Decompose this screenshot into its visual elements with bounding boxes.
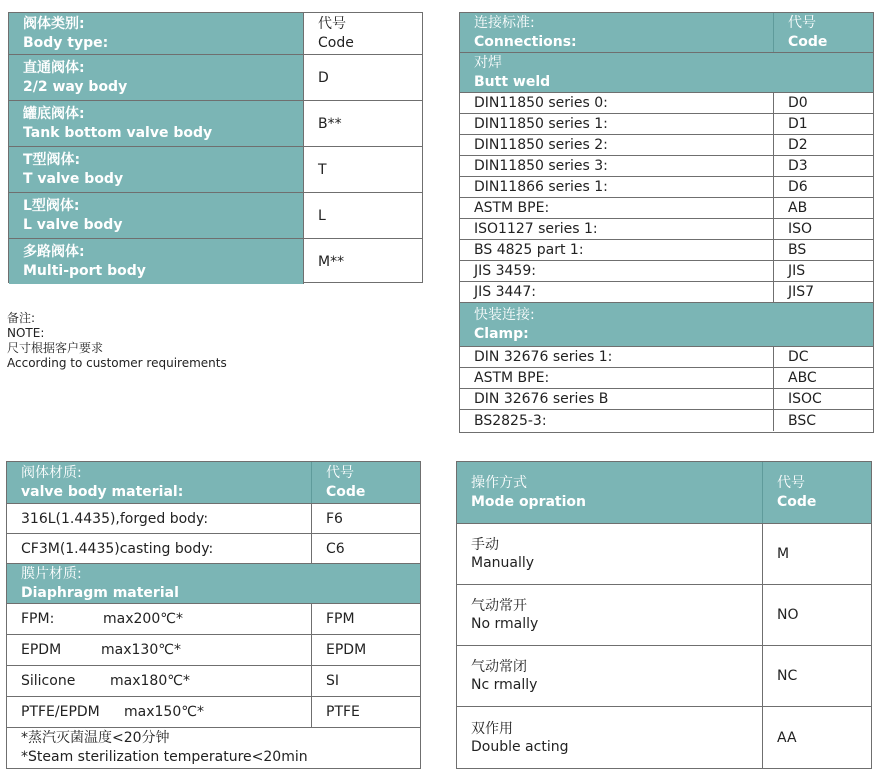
body-type-cn: 罐底阀体: — [23, 105, 85, 122]
connection-code: D1 — [788, 116, 808, 132]
diaphragm-code: PTFE — [326, 704, 360, 720]
operation-cell — [457, 646, 763, 706]
body-type-en: Tank bottom valve body — [23, 124, 213, 141]
operation-en: No rmally — [471, 616, 539, 632]
operation-row — [457, 585, 871, 646]
diaphragm-name: PTFE/EPDM — [21, 704, 100, 720]
diaphragm-name: Silicone — [21, 673, 76, 689]
diaphragm-code: EPDM — [326, 642, 367, 658]
operation-cell — [457, 707, 763, 768]
body-type-code: D — [318, 69, 329, 86]
connection-name: ASTM BPE: — [460, 198, 774, 218]
connection-code: AB — [788, 200, 808, 216]
body-type-code: M** — [318, 253, 345, 270]
operation-header-row — [457, 462, 871, 524]
connection-row — [460, 389, 873, 410]
body-type-cell — [9, 193, 304, 238]
header-label-cn: 连接标准: — [474, 14, 535, 31]
operation-row — [457, 646, 871, 707]
operation-en: Double acting — [471, 738, 569, 755]
note-line: 尺寸根据客户要求 — [7, 341, 104, 355]
connection-row — [460, 135, 873, 156]
body-type-cell — [9, 101, 304, 146]
connection-name: DIN11850 series 3: — [460, 156, 774, 176]
connections-table — [459, 12, 874, 433]
connection-name: DIN11850 series 2: — [460, 135, 774, 155]
header-label-en: Connections: — [474, 33, 577, 50]
operation-cn: 手动 — [471, 537, 499, 553]
connection-row — [460, 240, 873, 261]
body-type-cell — [9, 55, 304, 100]
diaphragm-code: SI — [326, 673, 340, 689]
header-label-en: Mode opration — [471, 493, 587, 510]
body-type-code: L — [318, 207, 326, 224]
header-code-cn: 代号 — [326, 464, 354, 481]
header-code-cn: 代号 — [777, 474, 805, 491]
connection-code: DC — [788, 349, 809, 365]
connection-name: JIS 3447: — [460, 282, 774, 302]
connection-code: ISO — [788, 221, 813, 237]
body-type-code: B** — [318, 115, 342, 132]
connection-name: DIN11850 series 0: — [460, 93, 774, 113]
note-block — [7, 311, 227, 371]
operation-code: NO — [777, 607, 799, 623]
body-type-table — [8, 12, 423, 283]
operation-table — [456, 461, 872, 769]
operation-cn: 气动常闭 — [471, 659, 527, 675]
diaphragm-row — [7, 666, 420, 697]
connection-name: BS 4825 part 1: — [460, 240, 774, 260]
diaphragm-cell — [7, 635, 312, 665]
body-type-en: Multi-port body — [23, 262, 146, 279]
diaphragm-temp: max180℃* — [110, 673, 190, 689]
header-label-en: valve body material: — [21, 483, 184, 500]
body-type-cn: 直通阀体: — [23, 59, 85, 76]
operation-cn: 气动常开 — [471, 598, 527, 614]
material-name: 316L(1.4435),forged body: — [7, 504, 312, 533]
header-code-en: Code — [777, 493, 817, 510]
connections-header-row — [460, 13, 873, 53]
body-type-header-row — [9, 13, 422, 55]
connection-code: D2 — [788, 137, 808, 153]
connection-row — [460, 93, 873, 114]
connection-code: D0 — [788, 95, 808, 111]
body-type-row — [9, 239, 422, 284]
connection-name: JIS 3459: — [460, 261, 774, 281]
body-type-cell — [9, 147, 304, 192]
connection-code: D3 — [788, 158, 808, 174]
footnote-cn: *蒸汽灭菌温度<20分钟 — [21, 730, 170, 746]
operation-cn: 双作用 — [471, 720, 513, 737]
material-code: C6 — [326, 540, 345, 557]
section-en: Butt weld — [474, 73, 551, 90]
header-code-en: Code — [788, 33, 828, 50]
section-cn: 膜片材质: — [21, 565, 82, 582]
connection-code: JIS — [788, 263, 806, 279]
connection-row — [460, 410, 873, 431]
operation-code: AA — [777, 729, 797, 746]
note-line: NOTE: — [7, 326, 45, 340]
connection-row — [460, 198, 873, 219]
clamp-label — [460, 303, 535, 346]
connection-name: DIN 32676 series B — [460, 389, 774, 409]
material-header-row — [7, 462, 420, 504]
connection-name: DIN11850 series 1: — [460, 114, 774, 134]
section-en: Diaphragm material — [21, 584, 179, 601]
diaphragm-temp: max130℃* — [101, 642, 181, 658]
connection-name: DIN11866 series 1: — [460, 177, 774, 197]
body-type-cn: L型阀体: — [23, 197, 80, 214]
connections-header-label — [460, 13, 774, 52]
body-type-row — [9, 193, 422, 239]
diaphragm-cell — [7, 604, 312, 634]
connection-name: ASTM BPE: — [460, 368, 774, 388]
operation-en: Nc rmally — [471, 677, 538, 693]
clamp-section — [460, 303, 873, 347]
operation-header-code — [763, 462, 816, 523]
body-type-en: L valve body — [23, 216, 123, 233]
material-row — [7, 534, 420, 564]
footnote — [7, 728, 308, 768]
material-name: CF3M(1.4435)casting body: — [7, 534, 312, 563]
connection-code: JIS7 — [788, 284, 815, 300]
footnote-row — [7, 728, 420, 768]
header-label-cn: 阀体材质: — [21, 464, 82, 481]
operation-row — [457, 524, 871, 585]
header-code-cn: 代号 — [788, 14, 816, 31]
body-type-cell — [9, 239, 304, 284]
body-type-row — [9, 101, 422, 147]
material-table — [6, 461, 421, 769]
section-en: Clamp: — [474, 325, 529, 342]
header-code-cn: 代号 — [318, 15, 346, 32]
footnote-en: *Steam sterilization temperature<20min — [21, 749, 308, 765]
material-header-code — [312, 462, 365, 503]
connection-code: ISOC — [788, 391, 822, 407]
operation-code: NC — [777, 668, 798, 684]
note-line: 备注: — [7, 311, 36, 325]
connection-row — [460, 156, 873, 177]
material-row — [7, 504, 420, 534]
operation-en: Manually — [471, 555, 535, 571]
butt-weld-label — [460, 53, 550, 92]
body-type-en: 2/2 way body — [23, 78, 128, 95]
diaphragm-row — [7, 697, 420, 728]
diaphragm-name: FPM: — [21, 611, 55, 627]
connections-header-code — [774, 13, 827, 52]
connection-code: BSC — [788, 412, 817, 429]
connection-name: BS2825-3: — [460, 410, 774, 431]
connection-code: ABC — [788, 370, 817, 386]
connection-name: ISO1127 series 1: — [460, 219, 774, 239]
diaphragm-code: FPM — [326, 611, 355, 627]
operation-header-label — [457, 462, 763, 523]
diaphragm-name: EPDM — [21, 642, 62, 658]
connection-row — [460, 347, 873, 368]
diaphragm-cell — [7, 666, 312, 696]
connection-code: BS — [788, 242, 807, 258]
body-type-row — [9, 147, 422, 193]
note-line: According to customer requirements — [7, 356, 227, 370]
header-code-en: Code — [318, 34, 354, 51]
body-type-cn: T型阀体: — [23, 151, 81, 168]
header-label-en: Body type: — [23, 34, 109, 51]
diaphragm-temp: max150℃* — [124, 704, 204, 720]
connection-row — [460, 282, 873, 303]
connection-name: DIN 32676 series 1: — [460, 347, 774, 367]
header-label-cn: 阀体类别: — [23, 15, 85, 32]
operation-row — [457, 707, 871, 768]
connection-row — [460, 261, 873, 282]
body-type-header-label — [9, 13, 304, 54]
body-type-en: T valve body — [23, 170, 124, 187]
body-type-cn: 多路阀体: — [23, 243, 85, 260]
material-code: F6 — [326, 510, 343, 527]
connection-row — [460, 177, 873, 198]
connection-row — [460, 219, 873, 240]
operation-cell — [457, 585, 763, 645]
section-cn: 快装连接: — [474, 306, 535, 323]
operation-code: M — [777, 546, 790, 562]
diaphragm-row — [7, 604, 420, 635]
connection-code: D6 — [788, 179, 808, 195]
material-header-label — [7, 462, 312, 503]
header-code-en: Code — [326, 483, 366, 500]
diaphragm-temp: max200℃* — [103, 611, 183, 627]
body-type-header-code — [304, 13, 422, 54]
operation-cell — [457, 524, 763, 584]
header-label-cn: 操作方式 — [471, 474, 527, 491]
diaphragm-section — [7, 564, 420, 604]
diaphragm-label — [7, 564, 179, 603]
connection-row — [460, 114, 873, 135]
body-type-row — [9, 55, 422, 101]
butt-weld-section — [460, 53, 873, 93]
section-cn: 对焊 — [474, 54, 502, 71]
diaphragm-cell — [7, 697, 312, 727]
diaphragm-row — [7, 635, 420, 666]
body-type-code: T — [318, 161, 327, 178]
connection-row — [460, 368, 873, 389]
